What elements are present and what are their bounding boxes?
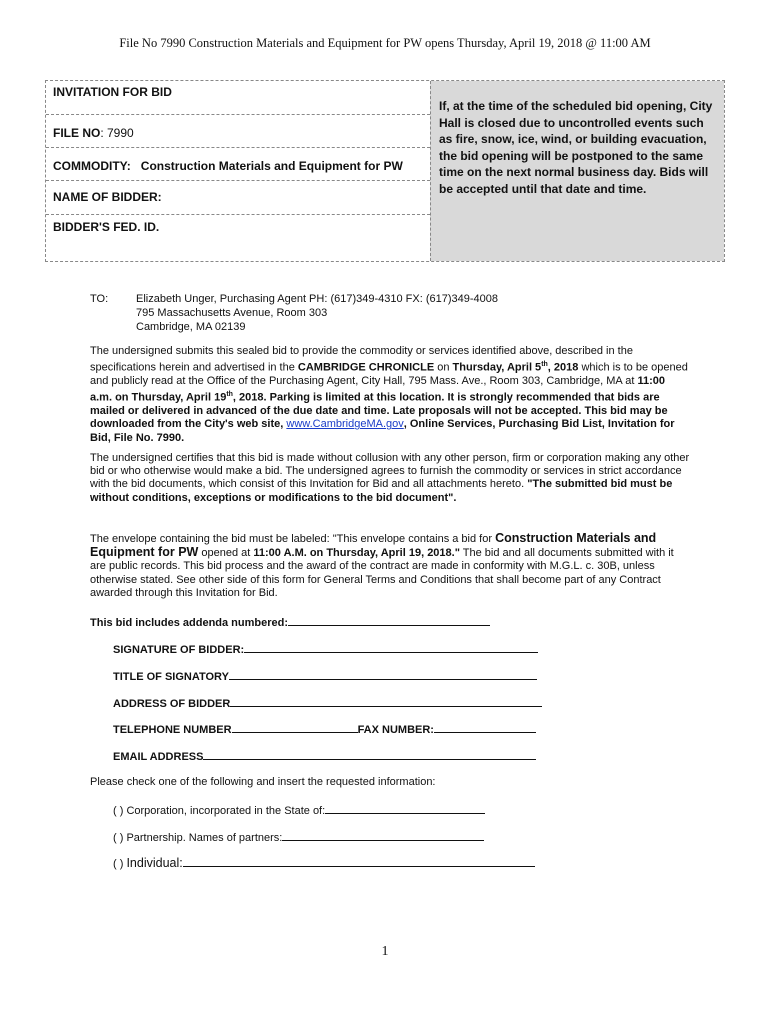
signature-label: SIGNATURE OF BIDDER:	[113, 644, 245, 656]
envelope-paragraph	[90, 532, 690, 600]
telephone-line[interactable]	[232, 722, 358, 733]
opening-time: 11:00 A.M. on Thursday, April 19, 2018."	[253, 547, 460, 560]
file-no-value: : 7990	[100, 126, 134, 140]
file-no-row	[46, 115, 430, 148]
para3-text-3: The bid and all documents submitted with it are public records. This bid process and the award of the contract are made in conformity with M.G.L. c. 30B, unless otherwise stated. See other side of this form for General Terms and Conditions that shall become part of any Contract awarded through this Invitation for Bid.	[90, 547, 674, 599]
city-website-link[interactable]: www.CambridgeMA.gov	[286, 418, 404, 431]
signature-field[interactable]	[113, 642, 538, 656]
telephone-fax-field[interactable]	[113, 722, 536, 736]
email-field[interactable]	[113, 749, 536, 763]
address-line[interactable]	[230, 696, 542, 707]
title-field[interactable]	[113, 669, 537, 683]
email-line[interactable]	[203, 749, 536, 760]
name-of-bidder-label: NAME OF BIDDER:	[53, 190, 162, 204]
submission-paragraph	[90, 345, 690, 445]
closure-notice-panel	[430, 81, 724, 261]
parking-notice: , 2018. Parking is limited at this location. It is strongly recommended that bids are mailed or delivered in advanced of the due date and time. Late proposals will not be accepted. This bid may be downloaded from the City's web site,	[90, 391, 668, 431]
partnership-label[interactable]: ( ) Partnership. Names of partners:	[113, 832, 283, 844]
download-location: , Online Services, Purchasing Bid List, Invitation for Bid, File No. 7990.	[90, 418, 675, 444]
commodity-label: COMMODITY:	[53, 159, 131, 173]
addenda-field[interactable]	[90, 615, 490, 629]
recipient-line-2: 795 Massachusetts Avenue, Room 303	[136, 307, 328, 319]
fed-id-row[interactable]	[46, 215, 430, 261]
commodity-value: Construction Materials and Equipment for PW	[140, 159, 403, 173]
address-label: ADDRESS OF BIDDER	[113, 698, 231, 710]
closure-notice-text: If, at the time of the scheduled bid opening, City Hall is closed due to uncontrolled events such as fire, snow, ice, wind, or building evacuation, the bid opening will be postponed to the same time on the next normal business day. Bids will be accepted until that date and time.	[439, 99, 713, 196]
commodity-row	[46, 148, 430, 181]
individual-checkbox[interactable]: ( )	[113, 858, 127, 870]
individual-line[interactable]	[183, 856, 535, 867]
advert-year: , 2018	[547, 361, 579, 374]
bid-info-fields	[46, 81, 430, 261]
para1-text-2: on	[434, 361, 453, 374]
opening-date: 11:00 a.m. on Thursday, April 19	[90, 375, 665, 404]
invitation-heading: INVITATION FOR BID	[53, 85, 172, 99]
title-label: TITLE OF SIGNATORY	[113, 671, 229, 683]
page-number: 1	[381, 944, 389, 959]
fed-id-label: BIDDER'S FED. ID.	[53, 220, 160, 234]
newspaper-name: CAMBRIDGE CHRONICLE	[297, 361, 435, 374]
opening-date-suffix: th	[226, 391, 233, 399]
name-of-bidder-row[interactable]	[46, 181, 430, 215]
recipient-address	[136, 292, 498, 334]
partnership-option[interactable]	[113, 830, 484, 844]
file-no-label: FILE NO	[53, 126, 101, 140]
advert-date: Thursday, April 5	[452, 361, 542, 374]
bid-info-box	[45, 80, 725, 262]
para3-text-2: opened at	[198, 547, 254, 560]
to-label: TO:	[90, 293, 109, 305]
advert-date-suffix: th	[541, 361, 548, 369]
addenda-line[interactable]	[288, 615, 490, 626]
check-instructions: Please check one of the following and insert the requested information:	[90, 776, 436, 788]
signature-line[interactable]	[244, 642, 538, 653]
individual-label[interactable]: Individual:	[126, 856, 183, 870]
partnership-line[interactable]	[282, 830, 484, 841]
certification-paragraph	[90, 452, 690, 505]
addenda-label: This bid includes addenda numbered:	[90, 617, 289, 629]
commodity-title: Construction Materials and Equipment for PW	[90, 531, 657, 560]
fax-line[interactable]	[434, 722, 536, 733]
corporation-label[interactable]: ( ) Corporation, incorporated in the State of:	[113, 805, 326, 817]
no-conditions-notice: "The submitted bid must be without conditions, exceptions or modifications to the bid document".	[90, 478, 673, 504]
individual-option[interactable]	[113, 856, 535, 870]
title-line[interactable]	[229, 669, 537, 680]
fax-label: FAX NUMBER:	[357, 724, 434, 736]
address-field[interactable]	[113, 696, 542, 710]
recipient-line-3: Cambridge, MA 02139	[136, 321, 246, 333]
recipient-line-1: Elizabeth Unger, Purchasing Agent PH: (617)349-4310 FX: (617)349-4008	[136, 293, 499, 305]
telephone-label: TELEPHONE NUMBER	[113, 724, 232, 736]
para1-text-1: The undersigned submits this sealed bid to provide the commodity or services identified above, described in the specifications herein and advertised in the	[90, 345, 633, 374]
invitation-row	[46, 81, 430, 115]
para3-text-1: The envelope containing the bid must be labeled: "This envelope contains a bid for	[90, 533, 496, 545]
page-header: File No 7990 Construction Materials and Equipment for PW opens Thursday, April 19, 2018 @ 11:00 AM	[119, 36, 651, 50]
para2-text: The undersigned certifies that this bid is made without collusion with any other person, firm or corporation making any other bid or who otherwise would make a bid. The undersigned agrees to furnish the commodity or services in strict accordance with the bid documents, which consist of this Invitation for Bid and all attachments hereto.	[90, 452, 690, 491]
corporation-line[interactable]	[325, 803, 485, 814]
para1-text-3: which is to be opened and publicly read at the Office of the Purchasing Agent, City Hall, 795 Mass. Ave., Room 303, Cambridge, MA at	[90, 361, 688, 388]
email-label: EMAIL ADDRESS	[113, 751, 204, 763]
corporation-option[interactable]	[113, 803, 485, 817]
